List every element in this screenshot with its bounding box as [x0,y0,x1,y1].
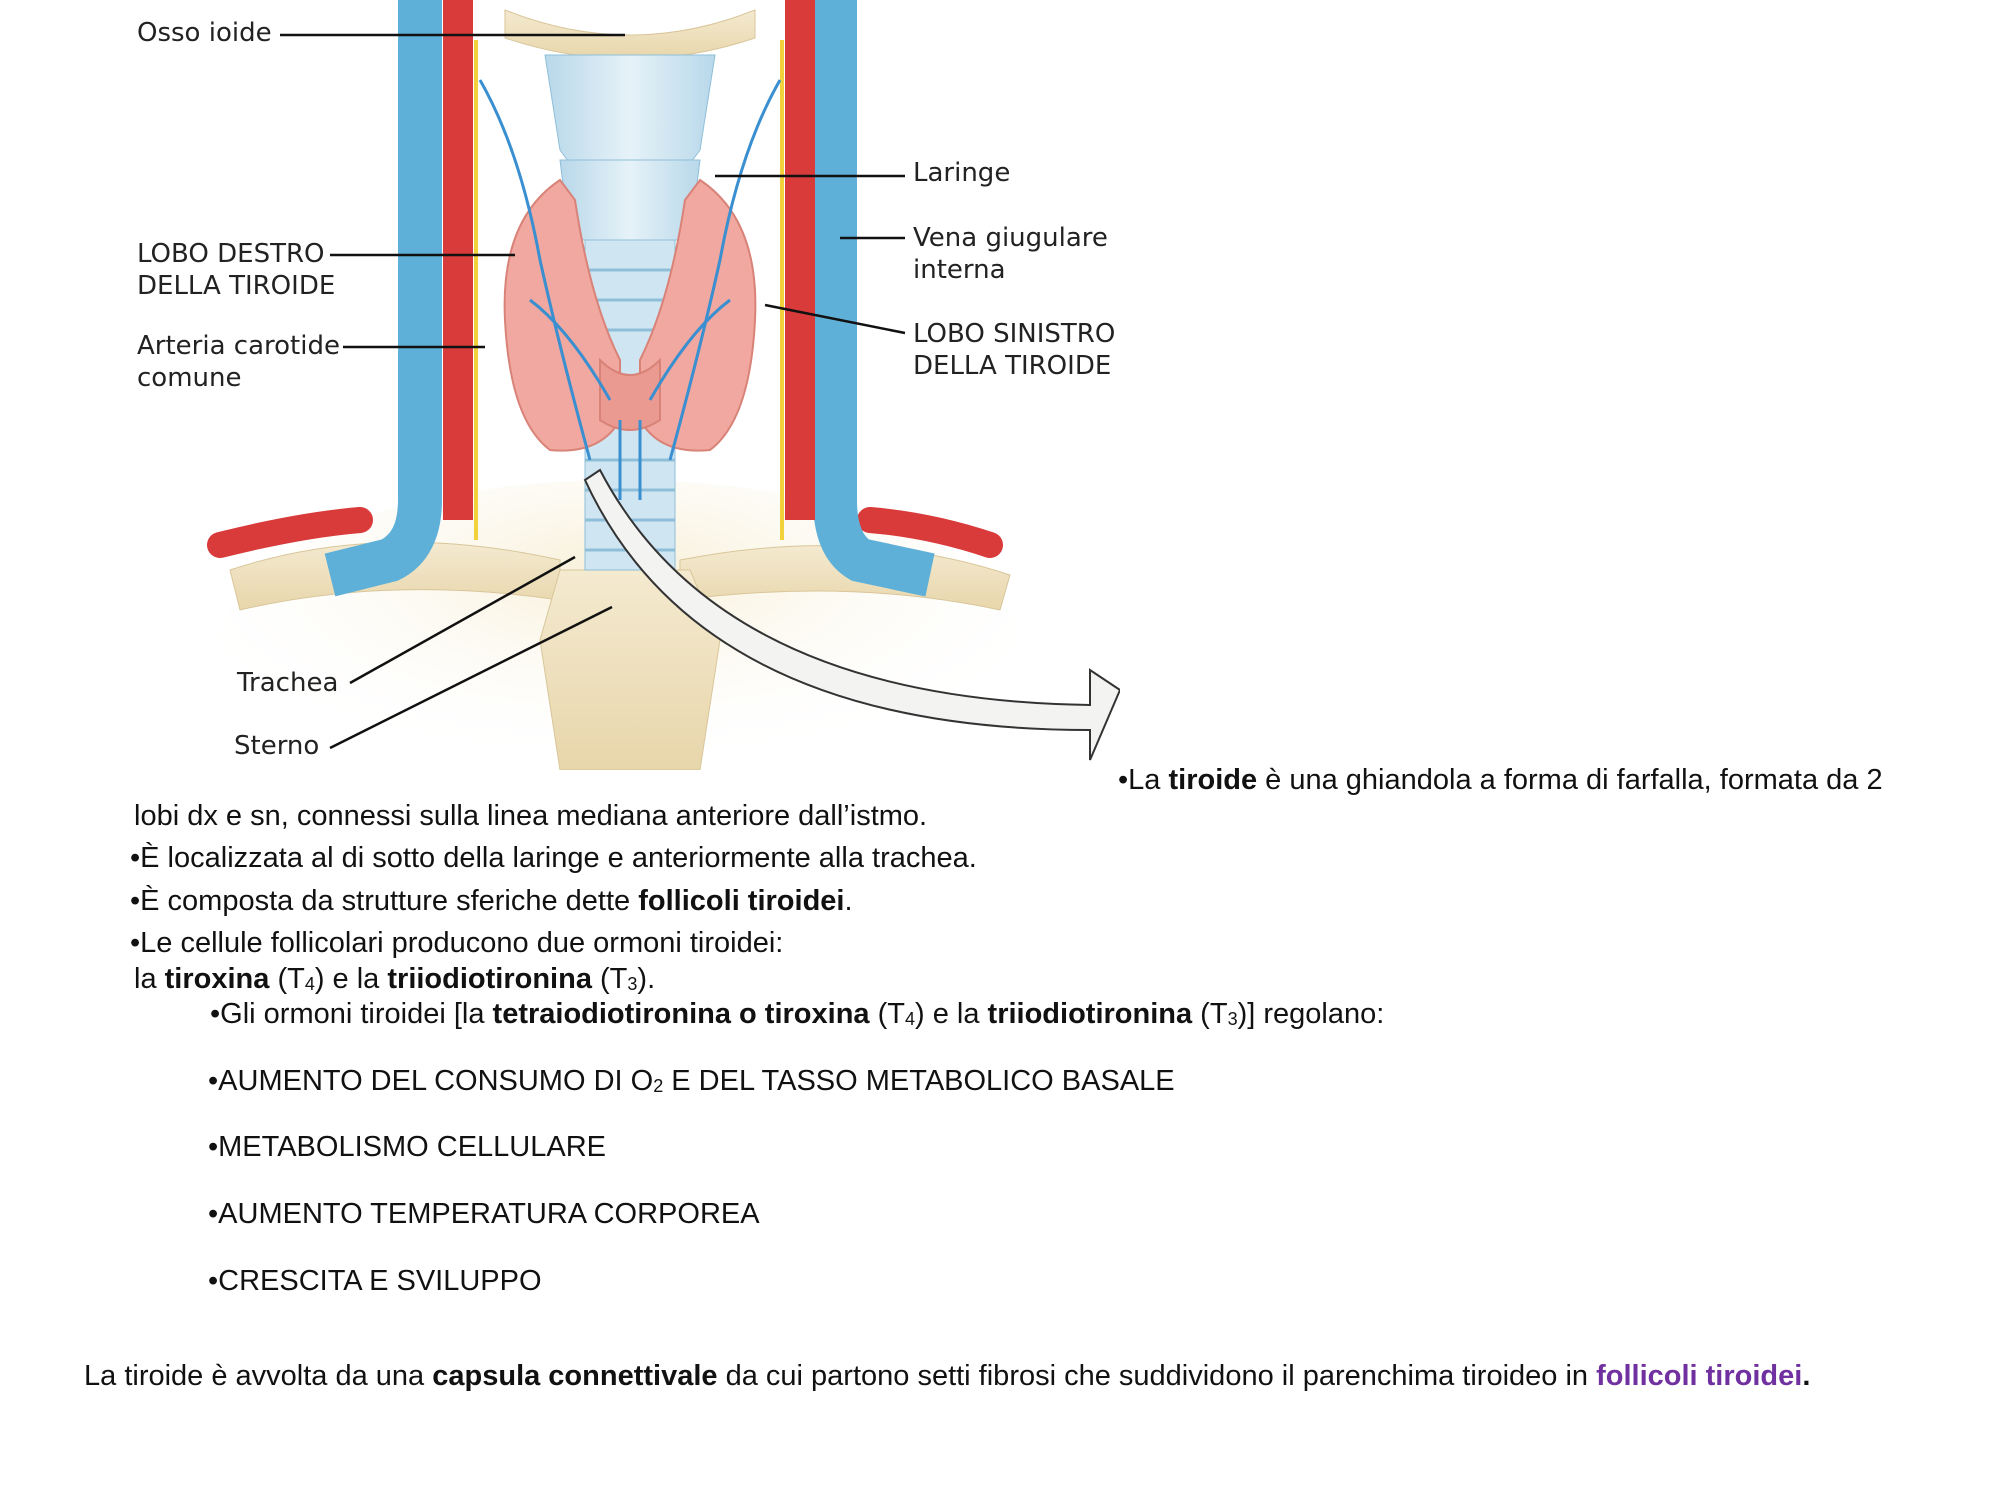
term-triiodiotironina: triiodiotironina [387,963,592,995]
text: è una ghiandola a forma di farfalla, formata da 2 [1257,764,1883,796]
label-laringe: Laringe [913,158,1011,188]
label-osso-ioide: Osso ioide [137,18,272,48]
text: ). [637,963,656,995]
hormone-effect-4: •CRESCITA E SVILUPPO [208,1265,542,1297]
text: E DEL TASSO METABOLICO BASALE [663,1065,1175,1097]
subscript: 3 [1227,1009,1238,1029]
text: da cui partono setti fibrosi che suddividono il parenchima tiroideo in [717,1360,1597,1392]
text: (T [269,963,305,995]
term-tiroide: tiroide [1168,764,1258,796]
capsule-paragraph [84,1358,1906,1394]
term-capsula: capsula connettivale [432,1360,718,1392]
text: La tiroide è avvolta da una [84,1360,433,1392]
text: . [1802,1360,1811,1392]
text: •Gli ormoni tiroidei [la [210,998,493,1030]
subscript: 3 [627,974,638,994]
label-sterno: Sterno [234,731,320,761]
hormones-intro [210,996,1384,1037]
subscript: 2 [653,1076,664,1096]
hormone-effect-3: •AUMENTO TEMPERATURA CORPOREA [208,1198,760,1230]
text: )] regolano: [1237,998,1385,1030]
cricoid-cartilage [560,160,700,240]
intro-paragraph-1 [1118,762,1883,798]
text: (T [1192,998,1228,1030]
label-trachea: Trachea [237,668,339,698]
subscript: 4 [304,974,315,994]
term-triiodiotironina: triiodiotironina [987,998,1193,1030]
text: la [134,963,165,995]
left-jugular-vein [330,0,420,575]
bullet: • [1118,764,1129,796]
text: •È composta da strutture sferiche dette [130,885,639,917]
text: . [844,885,853,917]
label-arteria-carotide: Arteria carotide comune [137,331,340,393]
intro-paragraph-1-continuation: lobi dx e sn, connessi sulla linea mediana anteriore dall’istmo. [134,800,928,832]
right-jugular-vein [835,0,930,575]
term-follicoli-highlight: follicoli tiroidei [1596,1360,1803,1392]
term-tetraiodiotironina: tetraiodiotironina o tiroxina [492,998,870,1030]
subscript: 4 [904,1009,915,1029]
intro-paragraph-3 [130,883,853,919]
hormone-effect-2: •METABOLISMO CELLULARE [208,1131,606,1163]
text: •AUMENTO DEL CONSUMO DI O [208,1065,654,1097]
text: ) e la [915,998,988,1030]
term-tiroxina: tiroxina [164,963,270,995]
label-lobo-sinistro: LOBO SINISTRO DELLA TIROIDE [913,319,1116,381]
label-lobo-destro: LOBO DESTRO DELLA TIROIDE [137,239,336,301]
text: ) e la [314,963,388,995]
text: La [1128,764,1169,796]
term-follicoli: follicoli tiroidei [638,885,845,917]
text: (T [869,998,905,1030]
label-vena-giugulare: Vena giugulare interna [913,223,1108,285]
intro-paragraph-2: •È localizzata al di sotto della laringe e anteriormente alla trachea. [130,842,977,874]
hormone-effect-1 [208,1063,1175,1104]
intro-paragraph-4: •Le cellule follicolari producono due ormoni tiroidei: [130,927,784,959]
text: (T [591,963,628,995]
